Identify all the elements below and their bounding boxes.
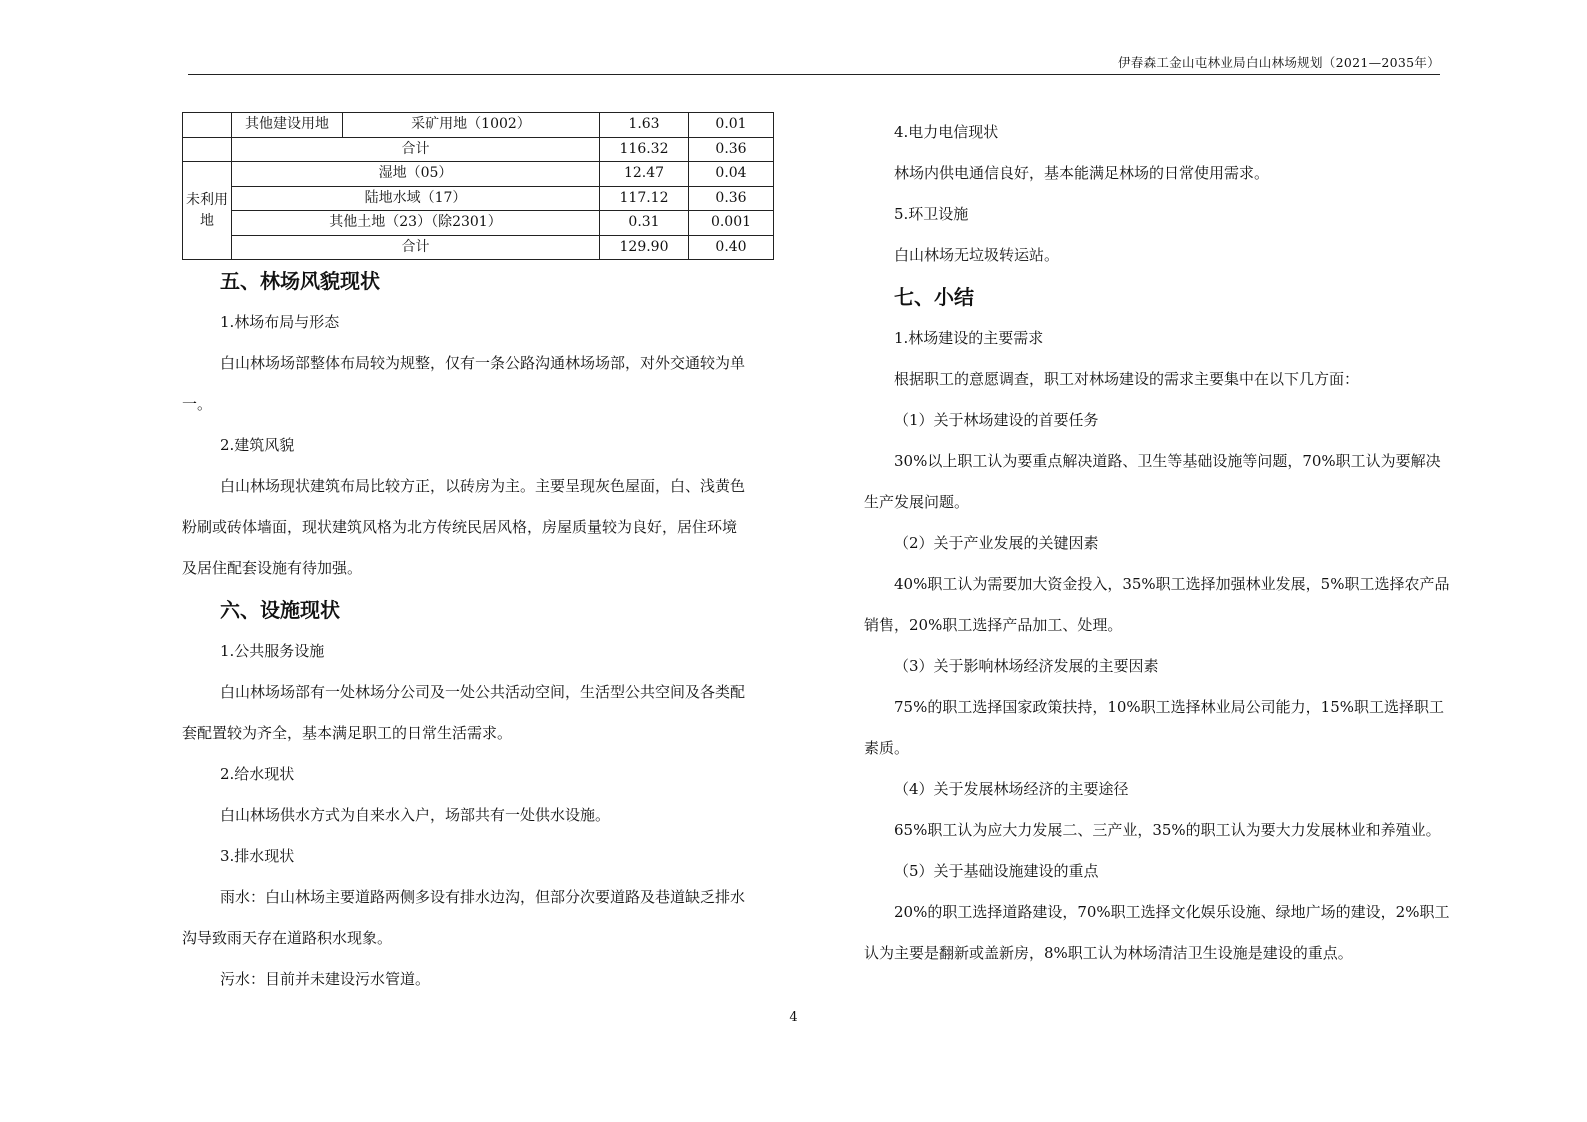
table-cell: 12.47 bbox=[600, 162, 689, 187]
paragraph-line: 白山林场供水方式为自来水入户，场部共有一处供水设施。 bbox=[220, 806, 611, 824]
paragraph-line: 及居住配套设施有待加强。 bbox=[182, 559, 363, 577]
subheading: 2.建筑风貌 bbox=[220, 436, 295, 454]
subheading: （1）关于林场建设的首要任务 bbox=[894, 411, 1099, 429]
table-cell: 湿地（05） bbox=[232, 162, 600, 187]
table-row bbox=[183, 113, 774, 138]
right-column bbox=[864, 112, 1450, 974]
table-row bbox=[183, 162, 774, 187]
table-cell: 0.01 bbox=[689, 113, 774, 138]
paragraph-line: 销售，20%职工选择产品加工、处理。 bbox=[864, 616, 1123, 634]
paragraph-line: 40%职工认为需要加大资金投入，35%职工选择加强林业发展，5%职工选择农产品 bbox=[894, 575, 1450, 593]
paragraph-line: 白山林场无垃圾转运站。 bbox=[894, 246, 1060, 264]
table-cell: 0.04 bbox=[689, 162, 774, 187]
table-cell: 129.90 bbox=[600, 235, 689, 260]
table-cell: 1.63 bbox=[600, 113, 689, 138]
paragraph-line: 75%的职工选择国家政策扶持，10%职工选择林业局公司能力，15%职工选择职工 bbox=[894, 698, 1445, 716]
land-use-table bbox=[182, 112, 774, 260]
paragraph-line: 林场内供电通信良好，基本能满足林场的日常使用需求。 bbox=[894, 164, 1270, 182]
table-cell: 117.12 bbox=[600, 186, 689, 211]
table-row bbox=[183, 235, 774, 260]
subheading: 1.林场建设的主要需求 bbox=[894, 329, 1044, 347]
paragraph-line: 粉刷或砖体墙面，现状建筑风格为北方传统民居风格，房屋质量较为良好，居住环境 bbox=[182, 518, 738, 536]
subheading: 1.公共服务设施 bbox=[220, 642, 325, 660]
subheading: 1.林场布局与形态 bbox=[220, 313, 340, 331]
paragraph-line: 污水：目前并未建设污水管道。 bbox=[220, 970, 431, 988]
left-column bbox=[182, 112, 774, 1000]
paragraph-line: 套配置较为齐全，基本满足职工的日常生活需求。 bbox=[182, 724, 513, 742]
paragraph-line: 白山林场现状建筑布局比较方正，以砖房为主。主要呈现灰色屋面，白、浅黄色 bbox=[220, 477, 746, 495]
section-heading: 六、设施现状 bbox=[220, 598, 340, 622]
subheading: 4.电力电信现状 bbox=[894, 123, 999, 141]
page-number: 4 bbox=[789, 1010, 798, 1025]
table-cell: 0.36 bbox=[689, 137, 774, 162]
table-cell: 陆地水域（17） bbox=[232, 186, 600, 211]
subheading: （4）关于发展林场经济的主要途径 bbox=[894, 780, 1129, 798]
paragraph-line: 一。 bbox=[182, 395, 213, 413]
table-cell: 合计 bbox=[232, 235, 600, 260]
subheading: 2.给水现状 bbox=[220, 765, 295, 783]
paragraph-line: 根据职工的意愿调查，职工对林场建设的需求主要集中在以下几方面： bbox=[894, 370, 1360, 388]
table-cell: 0.31 bbox=[600, 211, 689, 236]
subheading: 5.环卫设施 bbox=[894, 205, 969, 223]
paragraph-line: 生产发展问题。 bbox=[864, 493, 970, 511]
table-cell: 0.001 bbox=[689, 211, 774, 236]
table-row bbox=[183, 186, 774, 211]
paragraph-line: 雨水：白山林场主要道路两侧多设有排水边沟，但部分次要道路及巷道缺乏排水 bbox=[220, 888, 746, 906]
paragraph-line: 20%的职工选择道路建设，70%职工选择文化娱乐设施、绿地广场的建设，2%职工 bbox=[894, 903, 1450, 921]
table-cell bbox=[183, 137, 232, 162]
paragraph-line: 65%职工认为应大力发展二、三产业，35%的职工认为要大力发展林业和养殖业。 bbox=[894, 821, 1441, 839]
table-cell: 0.36 bbox=[689, 186, 774, 211]
table-cell: 采矿用地（1002） bbox=[343, 113, 600, 138]
table-row bbox=[183, 137, 774, 162]
table-cell: 合计 bbox=[232, 137, 600, 162]
section-heading: 七、小结 bbox=[894, 285, 974, 309]
table-cell: 其他土地（23）（除2301） bbox=[232, 211, 600, 236]
paragraph-line: 白山林场场部有一处林场分公司及一处公共活动空间，生活型公共空间及各类配 bbox=[220, 683, 746, 701]
paragraph-line: 白山林场场部整体布局较为规整，仅有一条公路沟通林场场部，对外交通较为单 bbox=[220, 354, 746, 372]
table-cell: 0.40 bbox=[689, 235, 774, 260]
table-row bbox=[183, 211, 774, 236]
subheading: （5）关于基础设施建设的重点 bbox=[894, 862, 1099, 880]
paragraph-line: 认为主要是翻新或盖新房，8%职工认为林场清洁卫生设施是建设的重点。 bbox=[864, 944, 1353, 962]
table-group-cell: 未利用地 bbox=[183, 162, 232, 260]
running-header: 伊春森工金山屯林业局白山林场规划（2021—2035年） bbox=[188, 56, 1440, 75]
subheading: （2）关于产业发展的关键因素 bbox=[894, 534, 1099, 552]
table-cell: 116.32 bbox=[600, 137, 689, 162]
section-heading: 五、林场风貌现状 bbox=[220, 269, 380, 293]
subheading: （3）关于影响林场经济发展的主要因素 bbox=[894, 657, 1159, 675]
subheading: 3.排水现状 bbox=[220, 847, 295, 865]
paragraph-line: 沟导致雨天存在道路积水现象。 bbox=[182, 929, 393, 947]
paragraph-line: 30%以上职工认为要重点解决道路、卫生等基础设施等问题，70%职工认为要解决 bbox=[894, 452, 1441, 470]
paragraph-line: 素质。 bbox=[864, 739, 910, 757]
table-cell bbox=[183, 113, 232, 138]
table-cell: 其他建设用地 bbox=[232, 113, 343, 138]
